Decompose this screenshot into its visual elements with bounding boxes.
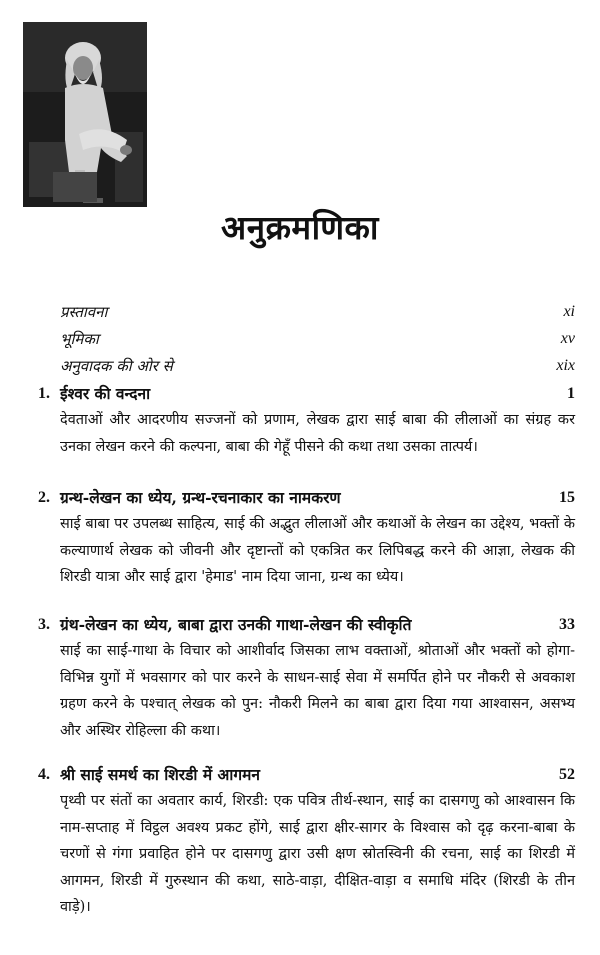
toc-page-number: xv [560, 330, 575, 347]
toc-chapter-description: साई का साई-गाथा के विचार को आशीर्वाद जिसका लाभ वक्ताओं, श्रोताओं और भक्तों को होगा-विभिन्न युगों में भवसागर को पार करने के साधन-साई सेवा में समर्पित होने पर नौकरी से अवकाश ग्रहण करने के पश्चात् लेखक को पुन: नौकरी मिलने का बाबा द्वारा दिया गया आश्वासन, असभ्य और अस्थिर रोहिल्ला की कथा। [60, 643, 575, 739]
toc-chapter-entry [38, 485, 575, 591]
toc-entry-title: अनुवादक की ओर से [60, 357, 173, 375]
toc-page-number: 52 [559, 766, 575, 783]
toc-chapter-number: 1. [38, 385, 50, 402]
toc-chapter-entry [38, 381, 575, 460]
toc-chapter-heading [38, 485, 575, 511]
toc-chapter-description: पृथ्वी पर संतों का अवतार कार्य, शिरडी: एक पवित्र तीर्थ-स्थान, साई का दासगणु को आश्वासन कि नाम-सप्ताह में विट्ठल अवश्य प्रकट होंगे, साई द्वारा क्षीर-सागर के विश्वास को दृढ़ करना-बाबा के चरणों से गंगा प्रवाहित होने पर दासगणु द्वारा उसी क्षण स्रोतस्विनी की रचना, साई का शिरडी में आगमन, शिरडी में गुरुस्थान की कथा, साठे-वाड़ा, दीक्षित-वाड़ा व समाधि मंदिर (शिरडी के तीन वाड़े)। [60, 793, 575, 915]
toc-chapter-heading [38, 381, 575, 407]
toc-chapter-heading [38, 762, 575, 788]
toc-page-number: xi [563, 303, 575, 320]
page-title: अनुक्रमणिका [221, 208, 379, 247]
toc-chapter-number: 2. [38, 489, 50, 506]
toc-chapter-entry [38, 762, 575, 921]
toc-chapter-title: ईश्वर की वन्दना [60, 384, 151, 403]
toc-page-number: 1 [567, 385, 575, 402]
toc-chapter-entry [38, 612, 575, 744]
toc-page-number: 15 [559, 489, 575, 506]
toc-chapter-number: 4. [38, 766, 50, 783]
toc-chapter-title: श्री साई समर्थ का शिरडी में आगमन [60, 765, 260, 784]
toc-entry-title: भूमिका [60, 330, 99, 348]
toc-chapter-heading [38, 612, 575, 638]
toc-page-number: xix [556, 357, 575, 374]
toc-chapter-description: देवताओं और आदरणीय सज्जनों को प्रणाम, लेखक द्वारा साई बाबा की लीलाओं का संग्रह कर उनका लेखन करने की कल्पना, बाबा की गेहूँ पीसने की कथा तथा उसका तात्पर्य। [60, 412, 575, 455]
toc-chapter-title: ग्रन्थ-लेखन का ध्येय, ग्रन्थ-रचनाकार का नामकरण [60, 488, 341, 507]
sai-baba-portrait-image [23, 22, 147, 207]
toc-chapter-title: ग्रंथ-लेखन का ध्येय, बाबा द्वारा उनकी गाथा-लेखन की स्वीकृति [60, 615, 412, 634]
toc-front-matter-item [60, 354, 575, 378]
toc-chapter-description: साई बाबा पर उपलब्ध साहित्य, साई की अद्भुत लीलाओं और कथाओं के लेखन का उद्देश्य, भक्तों के कल्याणार्थ लेखक को जीवनी और दृष्टान्तों को एकत्रित कर लिपिबद्ध करने की आज्ञा, लेखक की शिरडी यात्रा और साई द्वारा 'हेमाड' नाम दिया जाना, ग्रन्थ का ध्येय। [60, 516, 575, 585]
toc-front-matter-item [60, 300, 575, 324]
toc-entry-title: प्रस्तावना [60, 303, 108, 321]
toc-chapter-number: 3. [38, 616, 50, 633]
toc-page-number: 33 [559, 616, 575, 633]
toc-front-matter-item [60, 327, 575, 351]
